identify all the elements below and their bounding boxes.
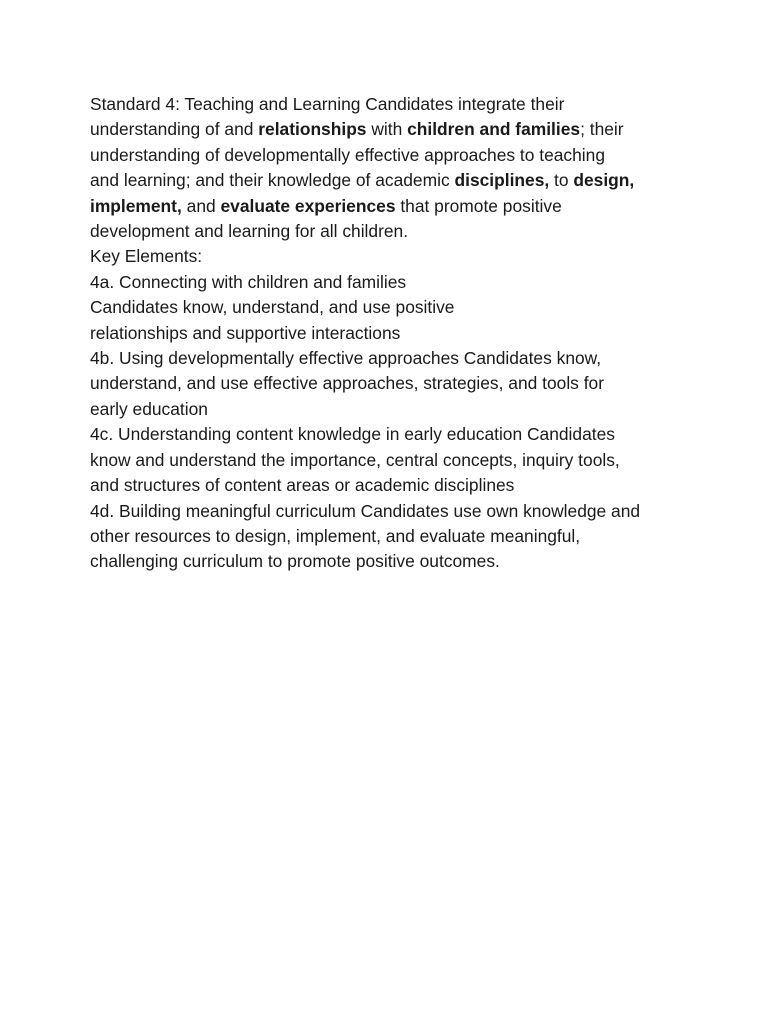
key-element-line: other resources to design, implement, and evaluate meaningful, [90,525,581,546]
bold-term: disciplines, [454,170,550,191]
key-element-4a [90,270,690,346]
standard-text: understanding of and [90,119,259,140]
key-elements-heading: Key Elements: [90,246,203,267]
key-element-line: understand, and use effective approaches, strategies, and tools for [90,373,605,394]
standard-text: with [366,119,408,140]
bold-term: implement, [90,195,182,216]
key-element-4c [90,422,690,498]
standard-text: that promote positive [395,195,562,216]
bold-term: evaluate experiences [220,195,396,216]
bold-term: relationships [258,119,367,140]
standard-text: and [181,195,221,216]
standard-line [90,219,690,244]
key-element-line: challenging curriculum to promote positive outcomes. [90,551,500,572]
standard-text: understanding of developmentally effective approaches to teaching [90,144,605,165]
key-element-line: 4c. Understanding content knowledge in early education Candidates [90,424,615,445]
key-element-line: 4d. Building meaningful curriculum Candidates use own knowledge and [90,500,641,521]
standard-line [90,194,690,219]
standard-text: development and learning for all children. [90,221,409,242]
standard-title-text: Standard 4: Teaching and Learning Candidates integrate their [90,94,565,114]
bold-term: design, [573,170,635,191]
standard-line [90,168,690,193]
standard-text: ; their [580,119,624,140]
key-element-line: and structures of content areas or academic disciplines [90,475,515,496]
key-element-4d [90,499,690,575]
key-element-line: relationships and supportive interactions [90,322,401,343]
standard-text: to [549,170,574,191]
document-page [90,92,690,575]
bold-term: children and families [407,119,581,140]
key-element-line: Candidates know, understand, and use positive [90,297,455,318]
key-element-line: early education [90,398,208,419]
standard-text: and learning; and their knowledge of academic [90,170,455,191]
standard-line [90,117,690,142]
key-element-4b [90,346,690,422]
standard-line [90,92,690,117]
standard-line [90,143,690,168]
key-element-line: 4b. Using developmentally effective approaches Candidates know, [90,348,602,369]
standard-paragraph [90,92,690,244]
key-element-line: know and understand the importance, central concepts, inquiry tools, [90,449,620,470]
key-element-line: 4a. Connecting with children and families [90,271,407,292]
